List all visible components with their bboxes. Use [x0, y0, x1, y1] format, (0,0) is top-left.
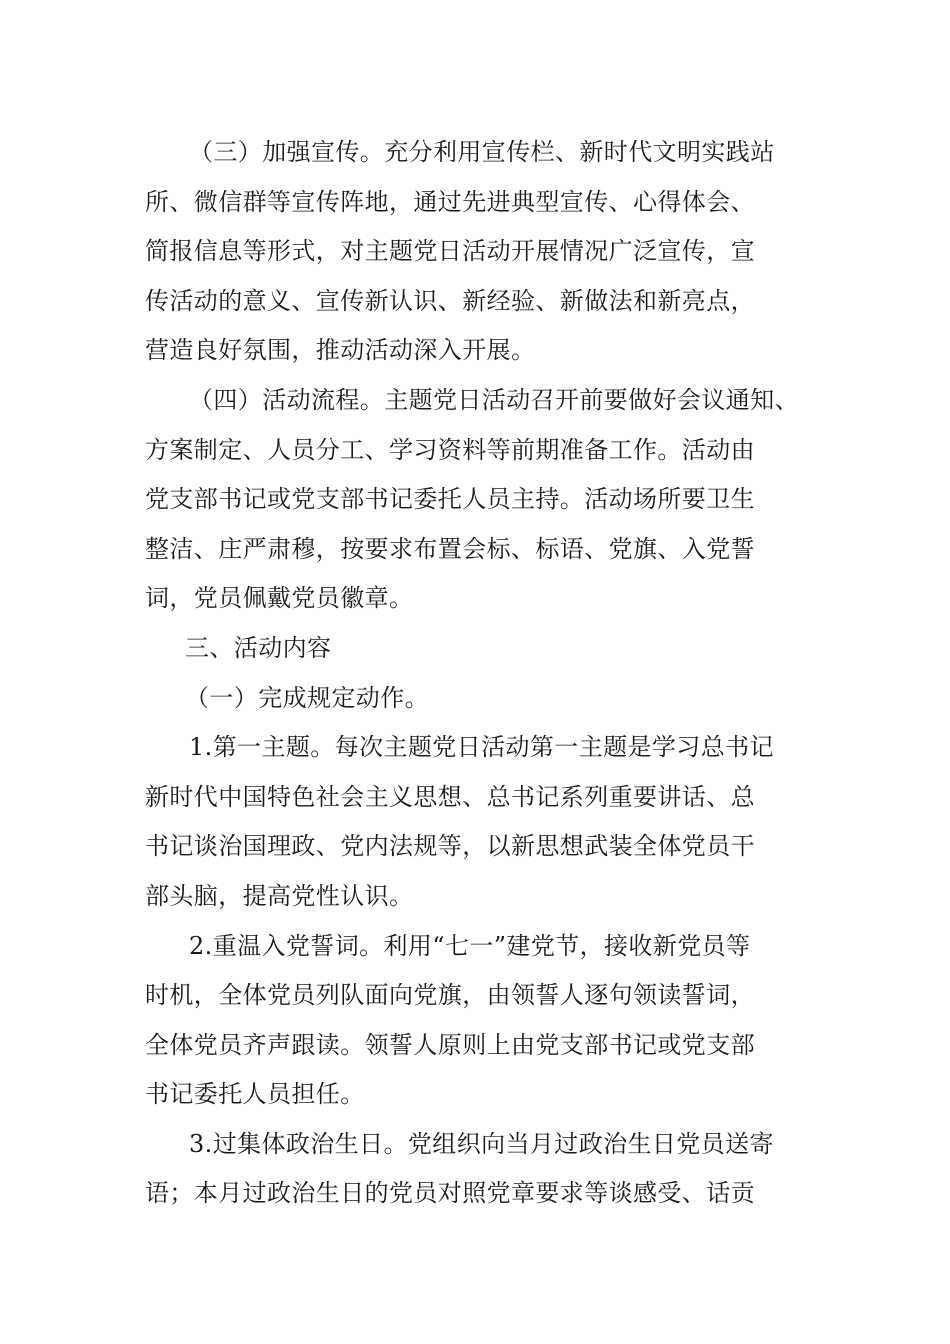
numbered-item-oath [145, 922, 815, 1120]
text-line: 简报信息等形式，对主题党日活动开展情况广泛宣传，宣 [145, 237, 755, 266]
heading-text: （一）完成规定动作。 [185, 683, 429, 712]
text-line: （四）活动流程。主题党日活动召开前要做好会议通知、 [189, 385, 799, 414]
text-line: 词，党员佩戴党员徽章。 [145, 584, 414, 613]
text-line: 时机，全体党员列队面向党旗，由领誓人逐句领读誓词， [145, 981, 755, 1010]
text-line: 书记委托人员担任。 [145, 1080, 365, 1109]
text-line: 党支部书记或党支部书记委托人员主持。活动场所要卫生 [145, 485, 755, 514]
text-line: 营造良好氛围，推动活动深入开展。 [145, 336, 536, 365]
text-line: 2.重温入党誓词。利用“七一”建党节，接收新党员等 [189, 931, 751, 960]
paragraph-publicity [145, 128, 815, 376]
text-line: 方案制定、人员分工、学习资料等前期准备工作。活动由 [145, 435, 755, 464]
text-line: 3.过集体政治生日。党组织向当月过政治生日党员送寄 [189, 1129, 774, 1158]
text-line: 书记谈治国理政、党内法规等，以新思想武装全体党员干 [145, 832, 755, 861]
section-heading-activity-content [145, 624, 815, 674]
heading-text: 三、活动内容 [185, 633, 332, 662]
text-line: 整洁、庄严肃穆，按要求布置会标、标语、党旗、入党誓 [145, 534, 755, 563]
text-line: 语；本月过政治生日的党员对照党章要求等谈感受、话贡 [145, 1179, 755, 1208]
text-line: 新时代中国特色社会主义思想、总书记系列重要讲话、总 [145, 782, 755, 811]
document-body [145, 128, 815, 1219]
text-line: 全体党员齐声跟读。领誓人原则上由党支部书记或党支部 [145, 1030, 755, 1059]
paragraph-activity-process [145, 376, 815, 624]
subsection-heading-required-actions [145, 674, 815, 724]
text-line: 所、微信群等宣传阵地，通过先进典型宣传、心得体会、 [145, 187, 755, 216]
text-line: 1.第一主题。每次主题党日活动第一主题是学习总书记 [189, 733, 774, 762]
text-line: 传活动的意义、宣传新认识、新经验、新做法和新亮点， [145, 286, 755, 315]
numbered-item-first-theme [145, 723, 815, 921]
text-line: （三）加强宣传。充分利用宣传栏、新时代文明实践站 [189, 138, 775, 166]
text-line: 部头脑，提高党性认识。 [145, 881, 414, 910]
numbered-item-political-birthday [145, 1120, 815, 1219]
